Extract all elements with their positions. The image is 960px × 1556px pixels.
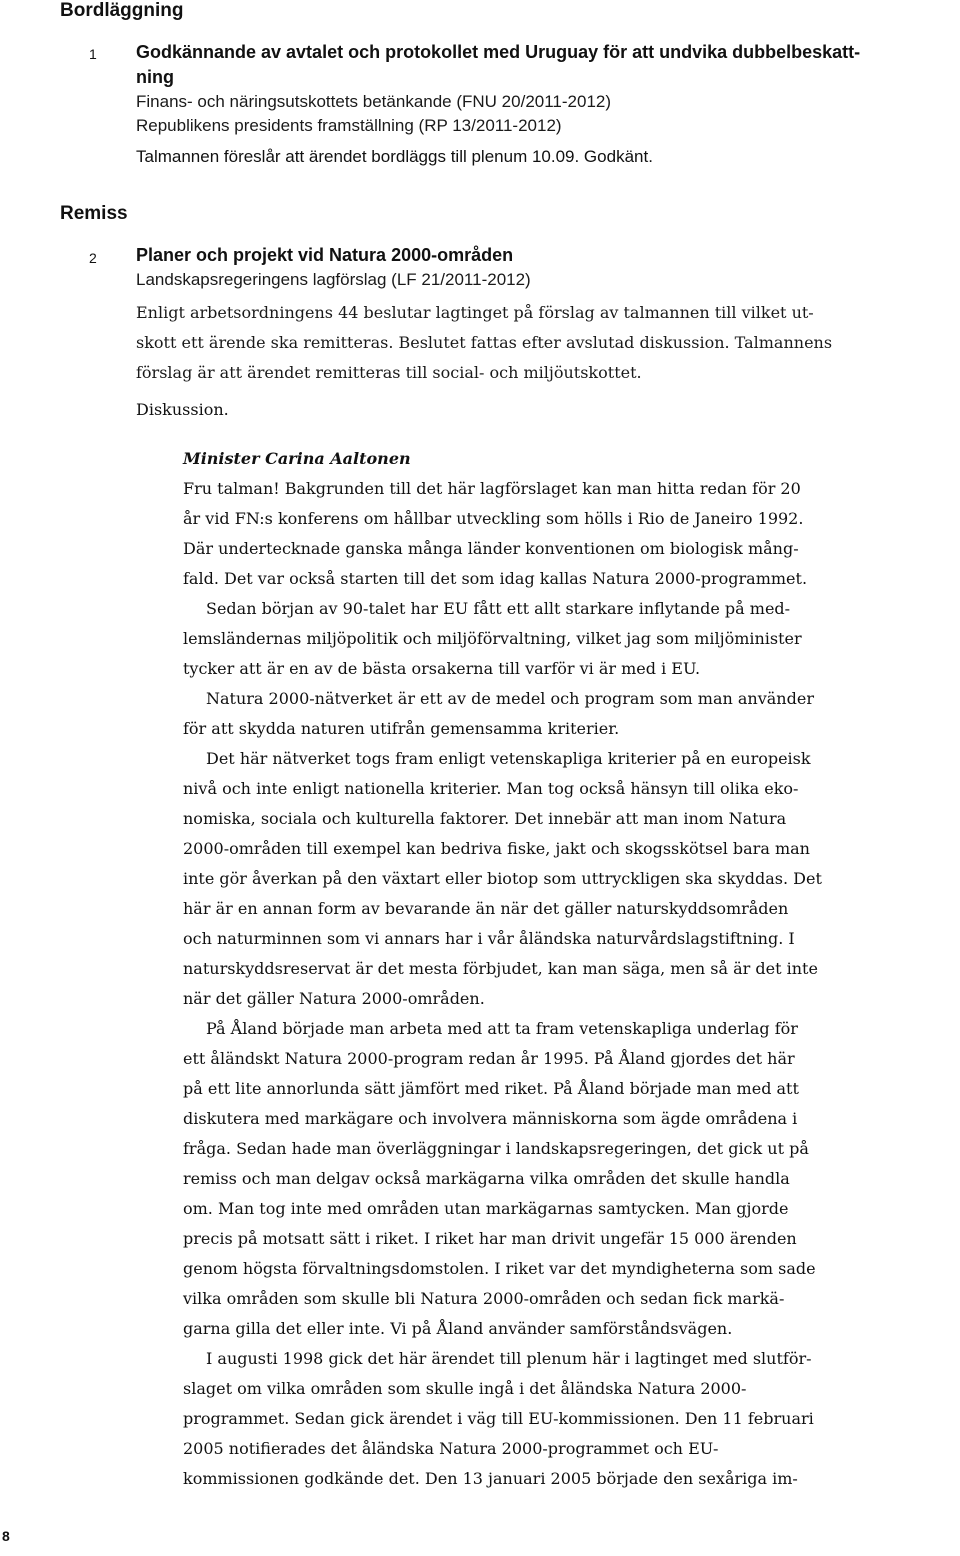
speech-paragraph: [183, 594, 903, 684]
speech-line: precis på motsatt sätt i riket. I riket har man drivit ungefär 15 000 ärenden: [183, 1229, 797, 1248]
speaker-name: Minister Carina Aaltonen: [183, 449, 411, 468]
note-line: förslag är att ärendet remitteras till social- och miljöutskottet.: [136, 363, 642, 382]
speech-line: ett åländskt Natura 2000-program redan år 1995. På Åland gjordes det här: [183, 1049, 795, 1068]
speech-line: på ett lite annorlunda sätt jämfört med riket. På Åland började man med att: [183, 1079, 799, 1098]
speech-line: inte gör åverkan på den växtart eller biotop som uttryckligen ska skyddas. Det: [183, 869, 822, 888]
speech-line: programmet. Sedan gick ärendet i väg till EU-kommissionen. Den 11 februari: [183, 1409, 814, 1428]
item-decision-note: Talmannen föreslår att ärendet bordläggs till plenum 10.09. Godkänt.: [136, 147, 653, 166]
speech-line: kommissionen godkände det. Den 13 januari 2005 började den sexåriga im-: [183, 1469, 798, 1488]
speech-line: när det gäller Natura 2000-områden.: [183, 989, 485, 1008]
speech-line: om. Man tog inte med områden utan markägarnas samtycken. Man gjorde: [183, 1199, 789, 1218]
speech-line: lemsländernas miljöpolitik och miljöförvaltning, vilket jag som miljöminister: [183, 629, 802, 648]
agenda-item-1: [136, 40, 936, 138]
speech-paragraph: [183, 474, 903, 594]
speech-line: diskutera med markägare och involvera människorna som ägde områdena i: [183, 1109, 798, 1128]
speech-paragraph: [183, 1344, 903, 1494]
speech-line: fråga. Sedan hade man överläggningar i landskapsregeringen, det gick ut på: [183, 1139, 809, 1158]
speech-paragraph: [183, 744, 903, 1014]
speech-line: I augusti 1998 gick det här ärendet till plenum här i lagtinget med slutför-: [206, 1349, 812, 1368]
speech-line: för att skydda naturen utifrån gemensamma kriterier.: [183, 719, 620, 738]
page-number: 8: [2, 1528, 10, 1544]
section-heading-bordlaggning: Bordläggning: [60, 0, 184, 21]
item-number: 2: [89, 250, 97, 266]
item-title-line: Godkännande av avtalet och protokollet med Uruguay för att undvika dubbelbeskatt-: [136, 42, 861, 62]
speech-line: nomiska, sociala och kulturella faktorer. Det innebär att man inom Natura: [183, 809, 787, 828]
speech-line: 2005 notifierades det åländska Natura 2000-programmet och EU-: [183, 1439, 719, 1458]
speech-line: 2000-områden till exempel kan bedriva fiske, jakt och skogsskötsel bara man: [183, 839, 810, 858]
item-number: 1: [89, 46, 97, 62]
speech-line: år vid FN:s konferens om hållbar utveckling som hölls i Rio de Janeiro 1992.: [183, 509, 804, 528]
speech-line: här är en annan form av bevarande än när det gäller naturskyddsområden: [183, 899, 789, 918]
discussion-label: Diskussion.: [136, 400, 229, 419]
speech-line: naturskyddsreservat är det mesta förbjudet, kan man säga, men så är det inte: [183, 959, 818, 978]
item-reference: Finans- och näringsutskottets betänkande (FNU 20/2011-2012): [136, 92, 612, 111]
item-reference: Landskapsregeringens lagförslag (LF 21/2011-2012): [136, 270, 531, 289]
note-line: Enligt arbetsordningens 44 beslutar lagtinget på förslag av talmannen till vilket ut-: [136, 303, 814, 322]
procedure-note: [136, 298, 926, 388]
note-line: skott ett ärende ska remitteras. Beslutet fattas efter avslutad diskussion. Talmannens: [136, 333, 833, 352]
speech-line: Fru talman! Bakgrunden till det här lagförslaget kan man hitta redan för 20: [183, 479, 801, 498]
item-title-line: ning: [136, 67, 174, 87]
speech-line: genom högsta förvaltningsdomstolen. I riket var det myndigheterna som sade: [183, 1259, 816, 1278]
speech-line: fald. Det var också starten till det som idag kallas Natura 2000-programmet.: [183, 569, 808, 588]
speech-line: Det här nätverket togs fram enligt vetenskapliga kriterier på en europeisk: [206, 749, 811, 768]
item-reference: Republikens presidents framställning (RP 13/2011-2012): [136, 116, 562, 135]
speech-line: vilka områden som skulle bli Natura 2000-områden och sedan fick markä-: [183, 1289, 785, 1308]
speech-line: och naturminnen som vi annars har i vår åländska naturvårdslagstiftning. I: [183, 929, 795, 948]
speech-line: garna gilla det eller inte. Vi på Åland använder samförståndsvägen.: [183, 1319, 733, 1338]
speech-line: Där undertecknade ganska många länder konventionen om biologisk mång-: [183, 539, 799, 558]
speech-line: På Åland började man arbeta med att ta fram vetenskapliga underlag för: [206, 1019, 798, 1038]
agenda-item-2: [136, 243, 936, 292]
item-title: Planer och projekt vid Natura 2000-områden: [136, 245, 514, 265]
speech-line: tycker att är en av de bästa orsakerna till varför vi är med i EU.: [183, 659, 701, 678]
section-heading-remiss: Remiss: [60, 203, 128, 224]
speech-line: Sedan början av 90-talet har EU fått ett allt starkare inflytande på med-: [206, 599, 791, 618]
speech-line: slaget om vilka områden som skulle ingå i det åländska Natura 2000-: [183, 1379, 747, 1398]
speech-line: remiss och man delgav också markägarna vilka områden det skulle handla: [183, 1169, 790, 1188]
speech-paragraph: [183, 684, 903, 744]
speech-paragraph: [183, 1014, 903, 1344]
speech-line: nivå och inte enligt nationella kriterier. Man tog också hänsyn till olika eko-: [183, 779, 799, 798]
speech-body: [183, 474, 903, 1494]
speech-line: Natura 2000-nätverket är ett av de medel och program som man använder: [206, 689, 814, 708]
